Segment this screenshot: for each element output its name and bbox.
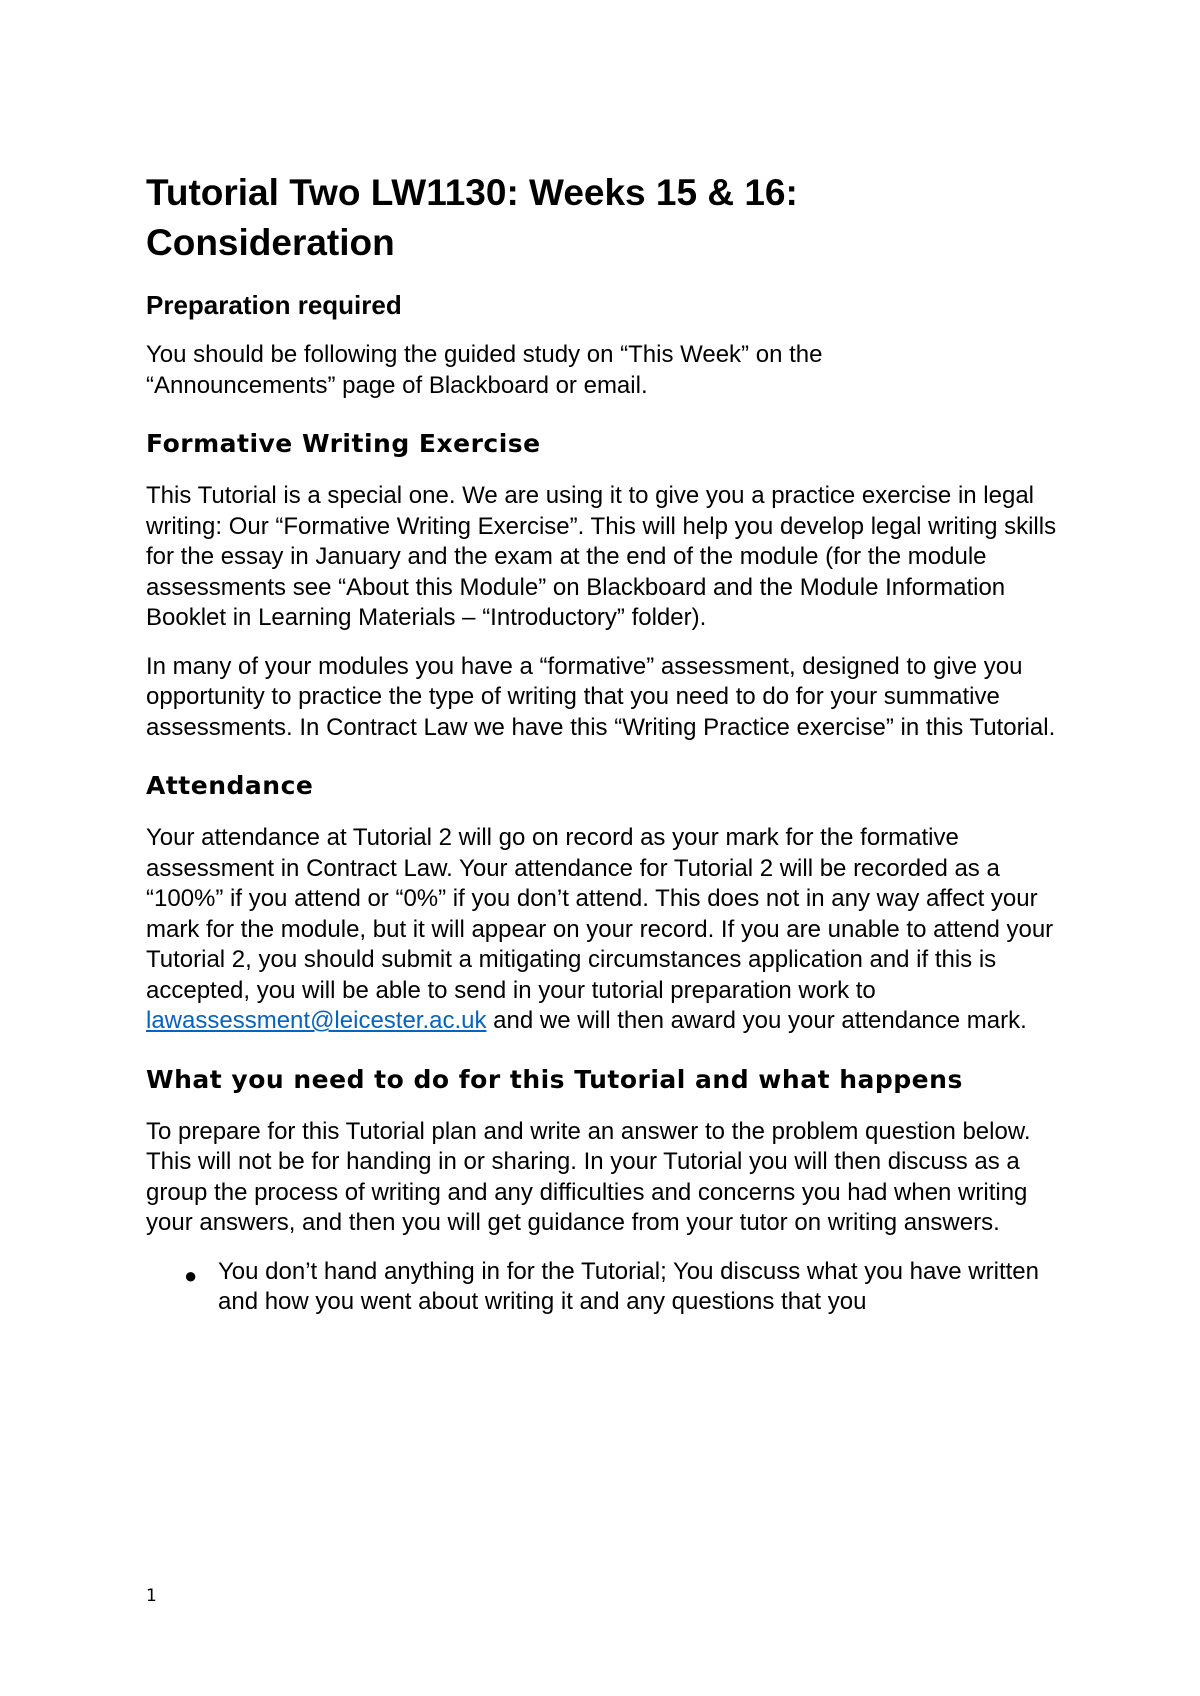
todo-heading: What you need to do for this Tutorial and what happens <box>146 1064 963 1094</box>
list-item <box>146 1257 1073 1318</box>
title-line-2: Consideration <box>146 222 395 263</box>
page-number: 1 <box>146 1586 157 1606</box>
page-title <box>146 168 1076 268</box>
email-link[interactable]: lawassessment@leicester.ac.uk <box>146 1007 487 1034</box>
attendance-text-after-link: and we will then award you your attendance mark. <box>486 1007 1027 1034</box>
attendance-paragraph <box>146 823 1066 1037</box>
formative-heading: Formative Writing Exercise <box>146 429 541 458</box>
preparation-heading: Preparation required <box>146 290 402 320</box>
title-line-1: Tutorial Two LW1130: Weeks 15 & 16: <box>146 172 798 213</box>
attendance-heading: Attendance <box>146 771 314 800</box>
bullet-list <box>146 1257 1076 1318</box>
preparation-paragraph: You should be following the guided study on “This Week” on the “Announcements” page of Blackboard or email. <box>146 341 823 399</box>
formative-paragraph-1: This Tutorial is a special one. We are using it to give you a practice exercise in legal writing: Our “Formative Writing Exercise”. This will help you develop legal writing skills for the essay in January and the exam at the end of the module (for the module assessments see “About this Module” on Blackboard and the Module Information Booklet in Learning Materials – “Introductory” folder). <box>146 482 1057 631</box>
formative-paragraph-2: In many of your modules you have a “formative” assessment, designed to give you opportunity to practice the type of writing that you need to do for your summative assessments. In Contract Law we have this “Writing Practice exercise” in this Tutorial. <box>146 652 1056 741</box>
todo-paragraph: To prepare for this Tutorial plan and write an answer to the problem question below. This will not be for handing in or sharing. In your Tutorial you will then discuss as a group the process of writing and any difficulties and concerns you had when writing your answers, and then you will get guidance from your tutor on writing answers. <box>146 1117 1031 1236</box>
document-body <box>146 168 1076 1318</box>
bullet-text: You don’t hand anything in for the Tutorial; You discuss what you have written and how you went about writing it and any questions that you <box>218 1257 1039 1315</box>
bullet-icon: ● <box>184 1262 198 1288</box>
attendance-text-before-link: Your attendance at Tutorial 2 will go on record as your mark for the formative assessment in Contract Law. Your attendance for Tutorial 2 will be recorded as a “100%” if you attend or “0%” if you don’t attend. This does not in any way affect your mark for the module, but it will appear on your record. If you are unable to attend your Tutorial 2, you should submit a mitigating circumstances application and if this is accepted, you will be able to send in your tutorial preparation work to <box>146 824 1054 1004</box>
